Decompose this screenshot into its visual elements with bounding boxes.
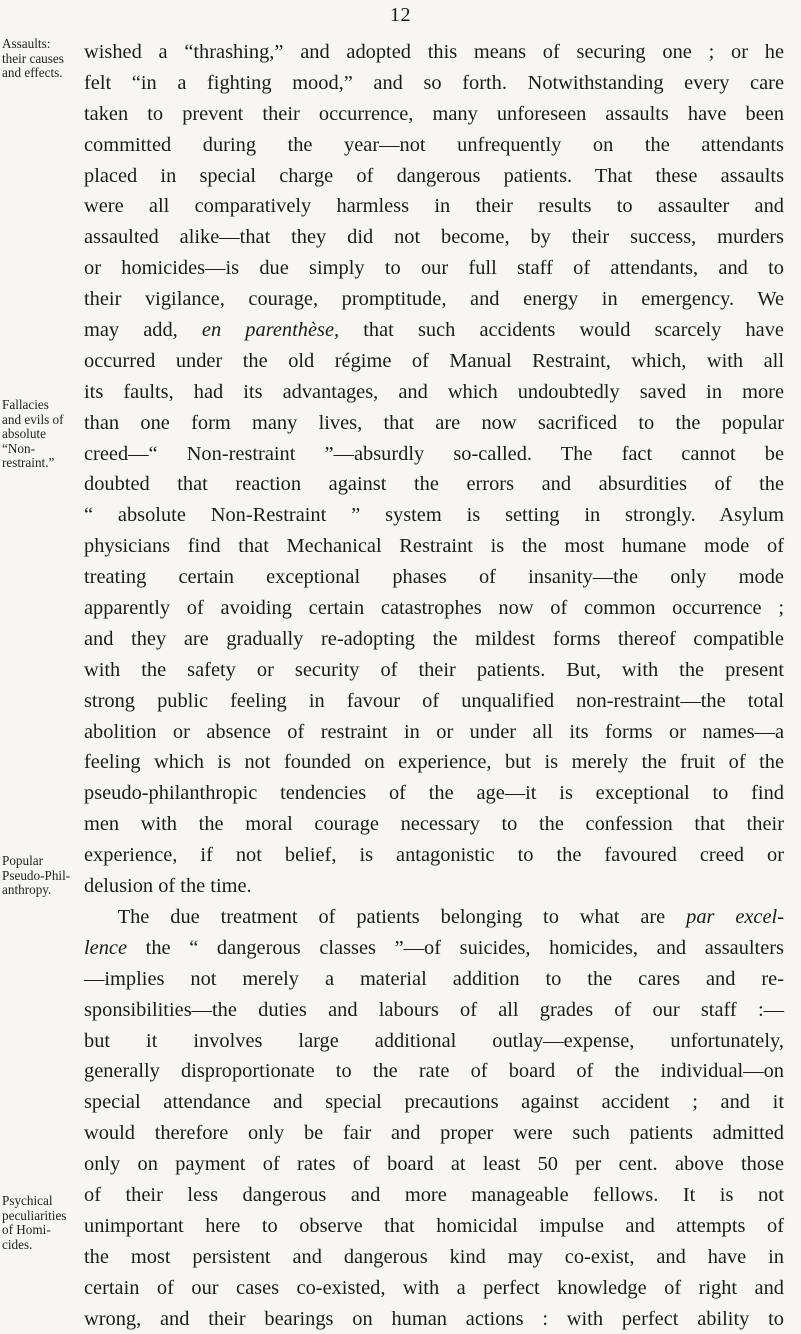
text-line: wrong, and their bearings on human actions : with perfect ability to bbox=[84, 1307, 784, 1330]
margin-note-assaults: Assaults: their causes and effects. bbox=[2, 36, 64, 81]
text-line: their vigilance, courage, promptitude, and energy in emergency. We bbox=[84, 288, 784, 311]
text-line: would therefore only be fair and proper were such patients admitted bbox=[84, 1122, 784, 1145]
text-line: wished a “thrashing,” and adopted this means of securing one ; or he bbox=[84, 41, 784, 63]
text-line: creed—“ Non-restraint ”—absurdly so-called. The fact cannot be bbox=[84, 442, 784, 465]
text-line: of their less dangerous and more manageable fellows. It is not bbox=[84, 1183, 784, 1206]
text-line: special attendance and special precautions against accident ; and it bbox=[84, 1091, 784, 1114]
text-line: assaulted alike—that they did not become, by their success, murders bbox=[84, 226, 784, 249]
text-line: unimportant here to observe that homicidal impulse and attempts of bbox=[84, 1214, 784, 1237]
text-line: the most persistent and dangerous kind may co-exist, and have in bbox=[84, 1245, 784, 1268]
text-line: placed in special charge of dangerous patients. That these assaults bbox=[84, 164, 784, 187]
text-line: abolition or absence of restraint in or under all its forms or names—a bbox=[84, 720, 784, 743]
margin-note-fallacies: Fallacies and evils of absolute “Non- restraint.” bbox=[2, 397, 64, 471]
text-line: physicians find that Mechanical Restraint is the most humane mode of bbox=[84, 535, 784, 558]
italic-phrase: lence bbox=[84, 936, 128, 959]
text-line: taken to prevent their occurrence, many unforeseen assaults have been bbox=[84, 102, 784, 125]
text-line: committed during the year—not unfrequently on the attendants bbox=[84, 133, 784, 156]
text-line: with the safety or security of their patients. But, with the present bbox=[84, 658, 784, 681]
page-number: 12 bbox=[390, 4, 411, 26]
text-line: certain of our cases co-existed, with a perfect knowledge of right and bbox=[84, 1276, 784, 1299]
text-line bbox=[84, 315, 784, 346]
italic-phrase: en parenthèse bbox=[201, 319, 335, 342]
text-line: occurred under the old régime of Manual Restraint, which, with all bbox=[84, 349, 784, 372]
italic-phrase: par excel- bbox=[686, 905, 784, 928]
text-line: and they are gradually re-adopting the mildest forms thereof compatible bbox=[84, 627, 784, 650]
text-line: sponsibilities—the duties and labours of all grades of our staff :— bbox=[84, 998, 784, 1021]
text-line: men with the moral courage necessary to the confession that their bbox=[84, 813, 784, 836]
text-line bbox=[84, 933, 784, 964]
text-line: but it involves large additional outlay—expense, unfortunately, bbox=[84, 1029, 784, 1052]
text-line: generally disproportionate to the rate of board of the individual—on bbox=[84, 1060, 784, 1083]
text-line: apparently of avoiding certain catastrophes now of common occurrence ; bbox=[84, 597, 784, 620]
text-line: treating certain exceptional phases of insanity—the only mode bbox=[84, 566, 784, 589]
text-line: feeling which is not founded on experience, but is merely the fruit of the bbox=[84, 751, 784, 774]
text-line: —implies not merely a material addition to the cares and re- bbox=[84, 967, 784, 990]
text-fragment: the “ dangerous classes ”—of suicides, homicides, and assaulters bbox=[127, 936, 784, 959]
text-fragment: , that such accidents would scarcely have bbox=[334, 319, 784, 342]
text-line: felt “in a fighting mood,” and so forth. Notwithstanding every care bbox=[84, 71, 784, 94]
text-line: pseudo-philanthropic tendencies of the age—it is exceptional to find bbox=[84, 782, 784, 805]
text-line bbox=[84, 902, 784, 933]
text-fragment: The due treatment of patients belonging to what are bbox=[117, 905, 666, 928]
text-line: strong public feeling in favour of unqualified non-restraint—the total bbox=[84, 689, 784, 712]
text-fragment: may add, bbox=[84, 319, 178, 342]
margin-note-homicides: Psychical peculiarities of Homi- cides. bbox=[2, 1193, 67, 1252]
text-line: only on payment of rates of board at least 50 per cent. above those bbox=[84, 1153, 784, 1176]
text-line: delusion of the time. bbox=[84, 875, 252, 898]
text-line: than one form many lives, that are now sacrificed to the popular bbox=[84, 411, 784, 434]
text-line: “ absolute Non-Restraint ” system is setting in strongly. Asylum bbox=[84, 504, 784, 527]
text-line: experience, if not belief, is antagonistic to the favoured creed or bbox=[84, 844, 784, 867]
text-line: were all comparatively harmless in their results to assaulter and bbox=[84, 195, 784, 218]
margin-note-pseudo-philanthropy: Popular Pseudo-Phil- anthropy. bbox=[2, 853, 71, 898]
body-text bbox=[84, 37, 784, 1334]
text-line: its faults, had its advantages, and which undoubtedly saved in more bbox=[84, 380, 784, 403]
text-line: or homicides—is due simply to our full staff of attendants, and to bbox=[84, 257, 784, 280]
text-line: doubted that reaction against the errors and absurdities of the bbox=[84, 473, 784, 496]
